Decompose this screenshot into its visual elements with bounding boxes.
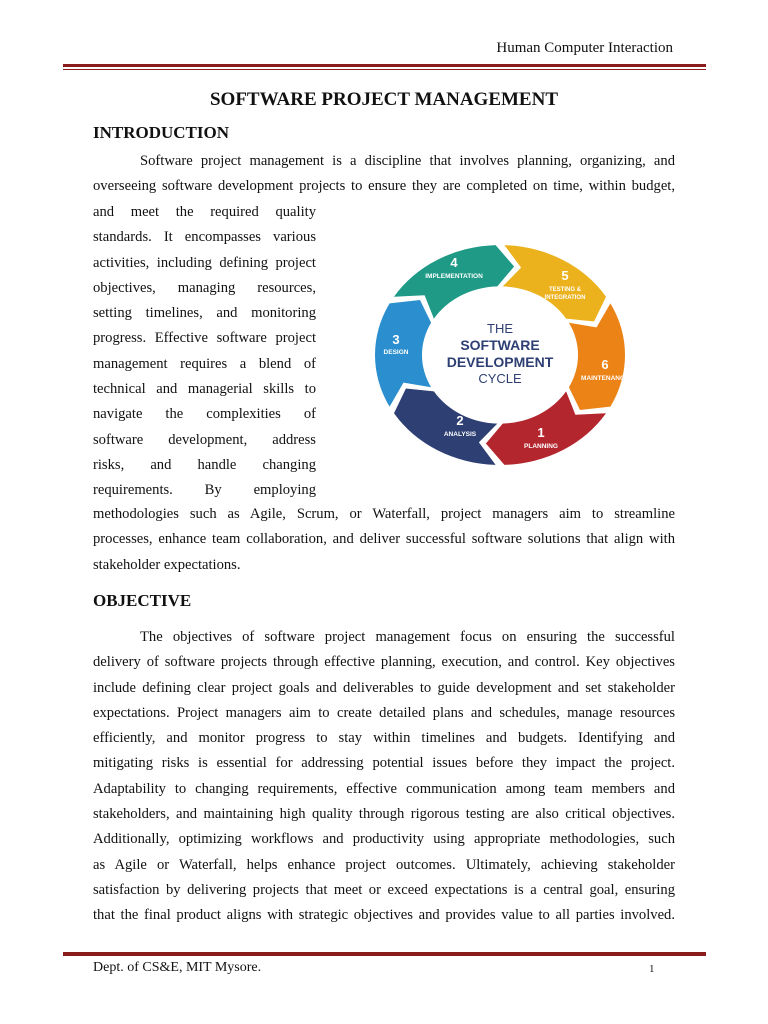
segment-1-label: PLANNING bbox=[524, 443, 558, 450]
text-line: Software project management is a discipline that involves planning, organizing, and bbox=[140, 153, 675, 169]
text-line: expectations. Project managers aim to create detailed plans and schedules, manage resources bbox=[93, 704, 675, 721]
segment-6-number: 6 bbox=[601, 357, 609, 372]
text-line: navigate the complexities of bbox=[93, 406, 316, 423]
text-line: standards. It encompasses various bbox=[93, 229, 316, 246]
text-line: include defining clear project goals and deliverables to guide development and set stakeholder bbox=[93, 679, 675, 696]
segment-5-number: 5 bbox=[561, 268, 569, 283]
text-line: as Agile or Waterfall, helps enhance project outcomes. Ultimately, achieving stakeholder bbox=[93, 856, 675, 873]
segment-3-number: 3 bbox=[392, 332, 400, 347]
text-line: stakeholders, and maintaining high quality through rigorous testing are also critical objectives. bbox=[93, 806, 675, 823]
text-line: processes, enhance team collaboration, and deliver successful software solutions that align with bbox=[93, 531, 675, 548]
text-line: objectives, managing resources, bbox=[93, 279, 316, 296]
text-line: risks, and handle changing bbox=[93, 456, 316, 473]
segment-6-label: MAINTENANCE bbox=[580, 375, 630, 382]
diagram-center-line1: THE bbox=[487, 321, 513, 336]
text-line: Adaptability to changing requirements, effective communication among team members and bbox=[93, 780, 675, 797]
segment-5-label-line2: INTEGRATION bbox=[544, 295, 586, 301]
segment-2-label: ANALYSIS bbox=[443, 431, 477, 438]
running-header: Human Computer Interaction bbox=[496, 40, 673, 56]
intro-paragraph-bottom bbox=[93, 502, 675, 578]
text-line: management requires a blend of bbox=[93, 355, 316, 372]
text-line: that the final product aligns with strategic objectives and provides value to all parties involved. bbox=[93, 907, 675, 924]
text-line: requirements. By employing bbox=[93, 482, 316, 499]
segment-4-label: IMPLEMENTATION bbox=[425, 273, 483, 280]
text-line: The objectives of software project management focus on ensuring the successful bbox=[140, 629, 675, 645]
segment-5-label-line1: TESTING & bbox=[548, 287, 582, 293]
header-rule bbox=[63, 64, 706, 70]
text-line: overseeing software development projects to ensure they are completed on time, within budget, bbox=[93, 178, 675, 195]
intro-paragraph-side bbox=[93, 200, 316, 504]
page-number: 1 bbox=[649, 963, 655, 975]
objective-heading: OBJECTIVE bbox=[93, 591, 192, 610]
sdlc-cycle-diagram bbox=[350, 225, 650, 490]
segment-2-number: 2 bbox=[456, 413, 464, 428]
text-line: stakeholder expectations. bbox=[93, 556, 241, 573]
segment-4-number: 4 bbox=[450, 255, 458, 270]
cycle-segment-2 bbox=[394, 389, 497, 465]
footer-department: Dept. of CS&E, MIT Mysore. bbox=[93, 960, 262, 975]
text-line: setting timelines, and monitoring bbox=[93, 305, 316, 322]
diagram-center-line3: DEVELOPMENT bbox=[446, 354, 554, 370]
text-line: and meet the required quality bbox=[93, 204, 316, 220]
text-line: software development, address bbox=[93, 431, 316, 448]
diagram-center-line2: SOFTWARE bbox=[460, 337, 540, 353]
text-line: delivery of software projects through effective planning, execution, and control. Key objectives bbox=[93, 654, 675, 671]
footer-rule bbox=[63, 950, 706, 956]
cycle-segment-5 bbox=[503, 245, 606, 321]
diagram-center-line4: CYCLE bbox=[478, 371, 522, 386]
segment-3-label: DESIGN bbox=[383, 349, 409, 356]
text-line: Additionally, optimizing workflows and productivity using appropriate methodologies, such bbox=[93, 831, 675, 848]
text-line: mitigating risks is essential for addressing potential issues before they impact the project. bbox=[93, 755, 675, 772]
objective-paragraph bbox=[93, 625, 675, 929]
segment-1-number: 1 bbox=[537, 425, 545, 440]
text-line: efficiently, and monitor progress to stay within timelines and budgets. Identifying and bbox=[93, 730, 675, 747]
text-line: technical and managerial skills to bbox=[93, 381, 316, 398]
text-line: progress. Effective software project bbox=[93, 330, 316, 347]
intro-heading: INTRODUCTION bbox=[93, 123, 230, 142]
text-line: methodologies such as Agile, Scrum, or Waterfall, project managers aim to streamline bbox=[93, 506, 675, 522]
intro-paragraph-top bbox=[93, 149, 675, 200]
text-line: activities, including defining project bbox=[93, 254, 316, 271]
page-title: SOFTWARE PROJECT MANAGEMENT bbox=[209, 89, 558, 110]
text-line: satisfaction by delivering projects that meet or exceed expectations is a central goal, ensuring bbox=[93, 881, 675, 898]
